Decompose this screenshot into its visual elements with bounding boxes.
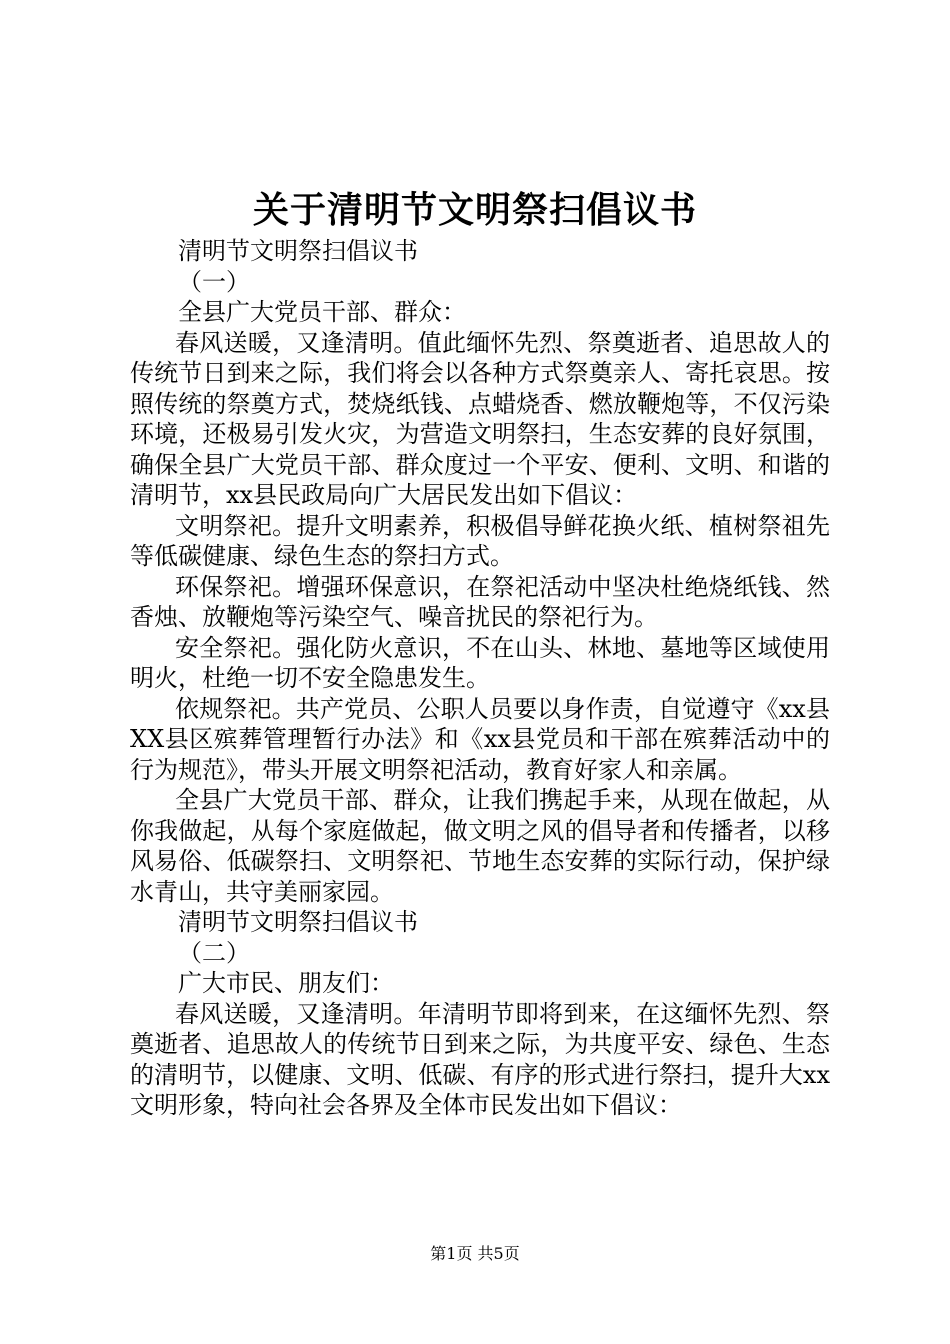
salutation-2: 广大市民、朋友们： xyxy=(178,969,394,997)
document-body xyxy=(130,236,830,1121)
page-footer: 第1页 共5页 xyxy=(430,1244,520,1263)
paragraph: 安全祭祀。强化防火意识，不在山头、林地、墓地等区域使用明火，杜绝一切不安全隐患发生。 xyxy=(130,633,830,692)
subtitle-1: 清明节文明祭扫倡议书 xyxy=(178,237,418,265)
paragraph: 全县广大党员干部、群众，让我们携起手来，从现在做起，从你我做起，从每个家庭做起，做文明之风的倡导者和传播者，以移风易俗、低碳祭扫、文明祭祀、节地生态安葬的实际行动，保护绿水青山，共守美丽家园。 xyxy=(130,786,830,906)
paragraph: 文明祭祀。提升文明素养，积极倡导鲜花换火纸、植树祭祖先等低碳健康、绿色生态的祭扫方式。 xyxy=(130,511,830,570)
section-number-1: （一） xyxy=(178,267,250,296)
paragraph: 春风送暖，又逢清明。年清明节即将到来，在这缅怀先烈、祭奠逝者、追思故人的传统节日到来之际，为共度平安、绿色、生态的清明节，以健康、文明、低碳、有序的形式进行祭扫，提升大xx文明形象，特向社会各界及全体市民发出如下倡议： xyxy=(130,999,830,1119)
paragraph: 春风送暖，又逢清明。值此缅怀先烈、祭奠逝者、追思故人的传统节日到来之际，我们将会以各种方式祭奠亲人、寄托哀思。按照传统的祭奠方式，焚烧纸钱、点蜡烧香、燃放鞭炮等，不仅污染环境，还极易引发火灾，为营造文明祭扫，生态安葬的良好氛围，确保全县广大党员干部、群众度过一个平安、便利、文明、和谐的清明节，xx县民政局向广大居民发出如下倡议： xyxy=(130,328,830,509)
paragraph: 依规祭祀。共产党员、公职人员要以身作责，自觉遵守《xx县XX县区殡葬管理暂行办法》和《xx县党员和干部在殡葬活动中的行为规范》，带头开展文明祭祀活动，教育好家人和亲属。 xyxy=(130,694,830,784)
subtitle-2: 清明节文明祭扫倡议书 xyxy=(178,908,418,936)
section-number-2: （二） xyxy=(178,938,250,967)
paragraph: 环保祭祀。增强环保意识，在祭祀活动中坚决杜绝烧纸钱、然香烛、放鞭炮等污染空气、噪音扰民的祭祀行为。 xyxy=(130,572,830,631)
salutation-1: 全县广大党员干部、群众： xyxy=(178,298,466,326)
document-title: 关于清明节文明祭扫倡议书 xyxy=(252,189,697,231)
